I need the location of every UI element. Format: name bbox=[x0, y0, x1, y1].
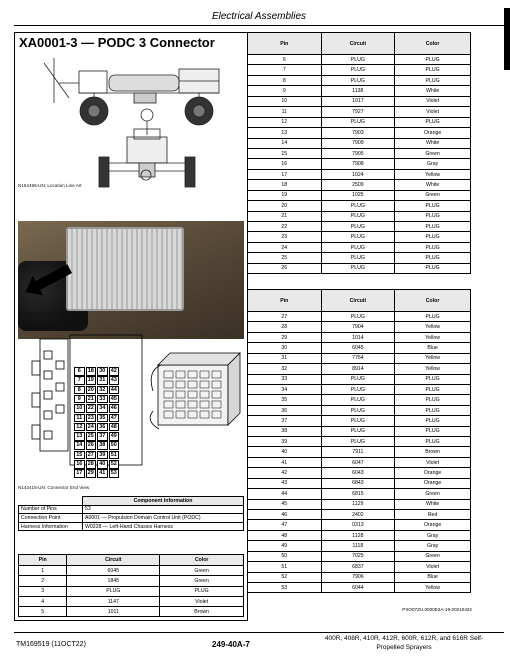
circuit-cell: PLUG bbox=[321, 312, 395, 322]
section-tab-marker bbox=[504, 8, 510, 70]
table-row bbox=[19, 586, 244, 596]
color-cell: Violet bbox=[160, 596, 244, 606]
circuit-cell: PLUG bbox=[321, 437, 395, 447]
circuit-cell: PLUG bbox=[321, 374, 395, 384]
column-header: Circuit bbox=[321, 290, 395, 312]
color-cell: Violet bbox=[395, 107, 471, 117]
circuit-cell: 6045 bbox=[321, 343, 395, 353]
connector-pin: 23 bbox=[86, 414, 97, 423]
table-row bbox=[248, 437, 471, 447]
circuit-cell: PLUG bbox=[321, 405, 395, 415]
info-label: Harness Information bbox=[19, 522, 83, 531]
pin-cell: 24 bbox=[248, 242, 322, 252]
endview-figure-caption: N142415-UN: Connector End View bbox=[18, 485, 90, 490]
pin-cell: 35 bbox=[248, 395, 322, 405]
pin-cell: 52 bbox=[248, 572, 322, 582]
color-cell: Orange bbox=[395, 128, 471, 138]
pin-cell: 20 bbox=[248, 201, 322, 211]
footer-divider bbox=[14, 632, 504, 633]
connector-pin: 29 bbox=[86, 469, 97, 478]
table-row bbox=[248, 343, 471, 353]
pin-cell: 49 bbox=[248, 541, 322, 551]
pin-table-6-26 bbox=[247, 32, 471, 274]
connector-pin: 49 bbox=[109, 432, 120, 441]
pin-cell: 3 bbox=[19, 586, 67, 596]
connector-pin: 53 bbox=[109, 469, 120, 478]
pin-cell: 48 bbox=[248, 530, 322, 540]
info-label: Number of Pins bbox=[19, 505, 83, 514]
pin-cell: 45 bbox=[248, 499, 322, 509]
pin-cell: 11 bbox=[248, 107, 322, 117]
circuit-cell: 7905 bbox=[321, 148, 395, 158]
column-header: Pin bbox=[248, 290, 322, 312]
table-row bbox=[248, 562, 471, 572]
connector-pin: 35 bbox=[97, 414, 108, 423]
pin-cell: 44 bbox=[248, 489, 322, 499]
circuit-cell: PLUG bbox=[321, 117, 395, 127]
location-figure-caption: N154496-UN: Location Line Art bbox=[18, 183, 82, 188]
pin-cell: 22 bbox=[248, 222, 322, 232]
circuit-cell: 6045 bbox=[67, 566, 160, 576]
circuit-cell: 1024 bbox=[321, 169, 395, 179]
circuit-cell: 6044 bbox=[321, 582, 395, 592]
connector-pin: 33 bbox=[97, 395, 108, 404]
color-cell: PLUG bbox=[395, 211, 471, 221]
color-cell: Blue bbox=[395, 343, 471, 353]
pin-cell: 9 bbox=[248, 86, 322, 96]
table-row bbox=[248, 201, 471, 211]
column-header: Pin bbox=[248, 33, 322, 55]
pin-cell: 25 bbox=[248, 253, 322, 263]
circuit-cell: PLUG bbox=[321, 416, 395, 426]
pin-cell: 8 bbox=[248, 75, 322, 85]
circuit-cell: PLUG bbox=[67, 586, 160, 596]
table-row bbox=[248, 65, 471, 75]
circuit-cell: 6837 bbox=[321, 562, 395, 572]
left-panel bbox=[14, 32, 248, 621]
column-header: Circuit bbox=[67, 555, 160, 566]
table-row bbox=[248, 148, 471, 158]
circuit-cell: 7025 bbox=[321, 551, 395, 561]
circuit-cell: PLUG bbox=[321, 253, 395, 263]
photo-figure-caption: N101163-UN: XA0001-3 bbox=[18, 311, 68, 316]
table-row bbox=[248, 374, 471, 384]
connector-pin: 8 bbox=[74, 386, 85, 395]
color-cell: Brown bbox=[395, 447, 471, 457]
connector-pin: 51 bbox=[109, 451, 120, 460]
pin-cell: 27 bbox=[248, 312, 322, 322]
footer-models-line2: Propelled Sprayers bbox=[376, 644, 432, 651]
circuit-cell: 1011 bbox=[67, 607, 160, 617]
table-row bbox=[248, 86, 471, 96]
table-row bbox=[248, 364, 471, 374]
connector-pin: 17 bbox=[74, 469, 85, 478]
color-cell: PLUG bbox=[395, 374, 471, 384]
pin-cell: 39 bbox=[248, 437, 322, 447]
circuit-cell: 7904 bbox=[321, 322, 395, 332]
circuit-cell: PLUG bbox=[321, 232, 395, 242]
connector-pin: 7 bbox=[74, 376, 85, 385]
connector-pin: 48 bbox=[109, 423, 120, 432]
table-row bbox=[248, 75, 471, 85]
circuit-cell: PLUG bbox=[321, 201, 395, 211]
color-cell: Violet bbox=[395, 96, 471, 106]
circuit-cell: PLUG bbox=[321, 263, 395, 273]
color-cell: Violet bbox=[395, 457, 471, 467]
color-cell: PLUG bbox=[395, 201, 471, 211]
color-cell: PLUG bbox=[395, 395, 471, 405]
pin-cell: 17 bbox=[248, 169, 322, 179]
table-row bbox=[248, 169, 471, 179]
connector-pin: 15 bbox=[74, 451, 85, 460]
pin-cell: 31 bbox=[248, 353, 322, 363]
table-row bbox=[248, 322, 471, 332]
color-cell: PLUG bbox=[395, 242, 471, 252]
table-row bbox=[19, 522, 244, 531]
circuit-cell: 6815 bbox=[321, 489, 395, 499]
circuit-cell: PLUG bbox=[321, 211, 395, 221]
color-cell: PLUG bbox=[395, 263, 471, 273]
connector-pin: 52 bbox=[109, 460, 120, 469]
circuit-cell: 6047 bbox=[321, 457, 395, 467]
connector-pin: 38 bbox=[97, 441, 108, 450]
color-cell: PLUG bbox=[395, 416, 471, 426]
table-row bbox=[248, 384, 471, 394]
circuit-cell: 1017 bbox=[321, 96, 395, 106]
connector-pin: 34 bbox=[97, 404, 108, 413]
circuit-cell: 6843 bbox=[321, 478, 395, 488]
circuit-cell: 1118 bbox=[321, 541, 395, 551]
color-cell: Orange bbox=[395, 478, 471, 488]
info-value: W0228 — Left-Hand Chassis Harness bbox=[83, 522, 244, 531]
color-cell: PLUG bbox=[395, 312, 471, 322]
pin-cell: 26 bbox=[248, 263, 322, 273]
circuit-cell: 1025 bbox=[321, 190, 395, 200]
table-row bbox=[248, 478, 471, 488]
pin-cell: 32 bbox=[248, 364, 322, 374]
circuit-cell: 7927 bbox=[321, 107, 395, 117]
connector-pin: 14 bbox=[74, 441, 85, 450]
pin-cell: 14 bbox=[248, 138, 322, 148]
pin-cell: 28 bbox=[248, 322, 322, 332]
color-cell: Green bbox=[160, 576, 244, 586]
connector-pin: 45 bbox=[109, 395, 120, 404]
connector-pin: 41 bbox=[97, 469, 108, 478]
column-header: Color bbox=[160, 555, 244, 566]
table-row bbox=[248, 489, 471, 499]
pin-cell: 6 bbox=[248, 55, 322, 65]
circuit-cell: PLUG bbox=[321, 55, 395, 65]
table-row bbox=[248, 312, 471, 322]
pin-cell: 40 bbox=[248, 447, 322, 457]
connector-pin: 21 bbox=[86, 395, 97, 404]
column-header: Color bbox=[395, 33, 471, 55]
table-row bbox=[248, 332, 471, 342]
pin-cell: 18 bbox=[248, 180, 322, 190]
connector-pin: 42 bbox=[109, 367, 120, 376]
connector-pin: 43 bbox=[109, 376, 120, 385]
component-information-table bbox=[18, 496, 244, 531]
color-cell: Gray bbox=[395, 541, 471, 551]
table-row bbox=[248, 530, 471, 540]
table-row bbox=[248, 159, 471, 169]
pin-cell: 13 bbox=[248, 128, 322, 138]
table-row bbox=[248, 416, 471, 426]
reference-id: PXO07ZU,0000E2A-19-20210422 bbox=[402, 607, 472, 612]
connector-pin: 26 bbox=[86, 441, 97, 450]
page-header: Electrical Assemblies bbox=[14, 8, 504, 26]
connector-pin: 20 bbox=[86, 386, 97, 395]
circuit-cell: PLUG bbox=[321, 242, 395, 252]
color-cell: PLUG bbox=[395, 437, 471, 447]
table-row bbox=[19, 566, 244, 576]
connector-pin: 16 bbox=[74, 460, 85, 469]
color-cell: Yellow bbox=[395, 169, 471, 179]
info-label: Connection Point bbox=[19, 514, 83, 523]
pin-cell: 2 bbox=[19, 576, 67, 586]
circuit-cell: PLUG bbox=[321, 426, 395, 436]
circuit-cell: 1128 bbox=[321, 530, 395, 540]
circuit-cell: 1129 bbox=[321, 499, 395, 509]
pin-table-1-5 bbox=[18, 554, 244, 617]
circuit-cell: 1147 bbox=[67, 596, 160, 606]
color-cell: PLUG bbox=[395, 426, 471, 436]
section-title: XA0001-3 — PODC 3 Connector bbox=[19, 35, 215, 50]
color-cell: PLUG bbox=[395, 75, 471, 85]
circuit-cell: 7909 bbox=[321, 138, 395, 148]
connector-pin: 30 bbox=[97, 367, 108, 376]
component-info-header: Component Information bbox=[83, 497, 244, 506]
footer-page-number: 249-40A-7 bbox=[212, 640, 250, 649]
connector-pin: 22 bbox=[86, 404, 97, 413]
color-cell: PLUG bbox=[395, 55, 471, 65]
connector-pin: 44 bbox=[109, 386, 120, 395]
table-row bbox=[248, 541, 471, 551]
connector-pin: 27 bbox=[86, 451, 97, 460]
color-cell: PLUG bbox=[395, 232, 471, 242]
footer-models-line1: 400R, 408R, 410R, 412R, 600R, 612R, and 616R Self- bbox=[324, 635, 484, 642]
pin-cell: 10 bbox=[248, 96, 322, 106]
color-cell: Gray bbox=[395, 159, 471, 169]
pin-cell: 30 bbox=[248, 343, 322, 353]
table-row bbox=[19, 607, 244, 617]
color-cell: Yellow bbox=[395, 322, 471, 332]
circuit-cell: PLUG bbox=[321, 222, 395, 232]
pin-cell: 46 bbox=[248, 510, 322, 520]
table-row bbox=[248, 468, 471, 478]
table-row bbox=[248, 426, 471, 436]
pin-cell: 37 bbox=[248, 416, 322, 426]
circuit-cell: 2402 bbox=[321, 510, 395, 520]
circuit-cell: PLUG bbox=[321, 384, 395, 394]
color-cell: PLUG bbox=[395, 405, 471, 415]
circuit-cell: 7754 bbox=[321, 353, 395, 363]
table-row bbox=[248, 447, 471, 457]
table-row bbox=[248, 520, 471, 530]
table-row bbox=[248, 457, 471, 467]
color-cell: Green bbox=[160, 566, 244, 576]
color-cell: Yellow bbox=[395, 364, 471, 374]
info-value: A0001 — Propulsion Domain Control Unit (PODC) bbox=[83, 514, 244, 523]
pin-cell: 50 bbox=[248, 551, 322, 561]
pin-cell: 1 bbox=[19, 566, 67, 576]
pin-cell: 36 bbox=[248, 405, 322, 415]
table-row bbox=[19, 596, 244, 606]
circuit-cell: 7908 bbox=[321, 159, 395, 169]
circuit-cell: 1138 bbox=[321, 86, 395, 96]
table-row bbox=[248, 128, 471, 138]
color-cell: Violet bbox=[395, 562, 471, 572]
color-cell: Brown bbox=[160, 607, 244, 617]
pin-cell: 21 bbox=[248, 211, 322, 221]
pin-cell: 51 bbox=[248, 562, 322, 572]
table-row bbox=[248, 582, 471, 592]
connector-pin: 36 bbox=[97, 423, 108, 432]
color-cell: White bbox=[395, 180, 471, 190]
connector-pin: 9 bbox=[74, 395, 85, 404]
color-cell: PLUG bbox=[395, 65, 471, 75]
circuit-cell: 0313 bbox=[321, 520, 395, 530]
column-header: Color bbox=[395, 290, 471, 312]
table-row bbox=[248, 138, 471, 148]
pin-cell: 29 bbox=[248, 332, 322, 342]
circuit-cell: PLUG bbox=[321, 395, 395, 405]
column-header: Pin bbox=[19, 555, 67, 566]
color-cell: Blue bbox=[395, 572, 471, 582]
table-row bbox=[248, 107, 471, 117]
pin-cell: 47 bbox=[248, 520, 322, 530]
table-row bbox=[248, 211, 471, 221]
connector-pin: 13 bbox=[74, 432, 85, 441]
pin-cell: 41 bbox=[248, 457, 322, 467]
color-cell: White bbox=[395, 138, 471, 148]
table-row bbox=[248, 180, 471, 190]
pin-cell: 16 bbox=[248, 159, 322, 169]
pin-cell: 34 bbox=[248, 384, 322, 394]
table-row bbox=[248, 499, 471, 509]
connector-end-view-drawing bbox=[18, 321, 244, 481]
pin-cell: 5 bbox=[19, 607, 67, 617]
circuit-cell: 1845 bbox=[67, 576, 160, 586]
connector-pin: 47 bbox=[109, 414, 120, 423]
table-row bbox=[248, 353, 471, 363]
table-row bbox=[19, 514, 244, 523]
color-cell: Yellow bbox=[395, 582, 471, 592]
color-cell: Green bbox=[395, 489, 471, 499]
connector-pin: 37 bbox=[97, 432, 108, 441]
pin-cell: 12 bbox=[248, 117, 322, 127]
pin-cell: 33 bbox=[248, 374, 322, 384]
pin-table-27-53 bbox=[247, 289, 471, 593]
table-row bbox=[248, 222, 471, 232]
connector-pin: 46 bbox=[109, 404, 120, 413]
connector-pin: 40 bbox=[97, 460, 108, 469]
table-row bbox=[248, 190, 471, 200]
color-cell: White bbox=[395, 86, 471, 96]
pin-cell: 4 bbox=[19, 596, 67, 606]
connector-pin: 25 bbox=[86, 432, 97, 441]
connector-pin: 50 bbox=[109, 441, 120, 450]
color-cell: PLUG bbox=[395, 253, 471, 263]
table-row bbox=[19, 576, 244, 586]
pin-cell: 38 bbox=[248, 426, 322, 436]
color-cell: Green bbox=[395, 190, 471, 200]
footer-models bbox=[306, 634, 502, 652]
color-cell: PLUG bbox=[160, 586, 244, 596]
circuit-cell: PLUG bbox=[321, 75, 395, 85]
pin-cell: 23 bbox=[248, 232, 322, 242]
color-cell: Gray bbox=[395, 530, 471, 540]
connector-pin: 39 bbox=[97, 451, 108, 460]
color-cell: Green bbox=[395, 551, 471, 561]
table-row bbox=[248, 96, 471, 106]
color-cell: PLUG bbox=[395, 384, 471, 394]
color-cell: Green bbox=[395, 148, 471, 158]
connector-pin: 11 bbox=[74, 414, 85, 423]
connector-pin: 19 bbox=[86, 376, 97, 385]
pin-cell: 53 bbox=[248, 582, 322, 592]
color-cell: PLUG bbox=[395, 117, 471, 127]
circuit-cell: 8914 bbox=[321, 364, 395, 374]
info-value: 53 bbox=[83, 505, 244, 514]
table-row bbox=[248, 551, 471, 561]
color-cell: Red bbox=[395, 510, 471, 520]
table-row bbox=[248, 405, 471, 415]
color-cell: Orange bbox=[395, 520, 471, 530]
color-cell: Yellow bbox=[395, 353, 471, 363]
color-cell: Yellow bbox=[395, 332, 471, 342]
control-unit-image bbox=[66, 227, 184, 311]
footer-doc-id: TM169519 (11OCT22) bbox=[16, 641, 86, 648]
circuit-cell: 7903 bbox=[321, 128, 395, 138]
color-cell: White bbox=[395, 499, 471, 509]
circuit-cell: 7906 bbox=[321, 572, 395, 582]
connector-pin: 28 bbox=[86, 460, 97, 469]
color-cell: Orange bbox=[395, 468, 471, 478]
circuit-cell: 6043 bbox=[321, 468, 395, 478]
table-row bbox=[248, 572, 471, 582]
table-row bbox=[248, 395, 471, 405]
table-row bbox=[248, 510, 471, 520]
table-row bbox=[248, 232, 471, 242]
table-row bbox=[248, 117, 471, 127]
pin-cell: 15 bbox=[248, 148, 322, 158]
circuit-cell: 2509 bbox=[321, 180, 395, 190]
circuit-cell: 7911 bbox=[321, 447, 395, 457]
table-row bbox=[248, 242, 471, 252]
circuit-cell: 1014 bbox=[321, 332, 395, 342]
pin-cell: 43 bbox=[248, 478, 322, 488]
connector-pin: 32 bbox=[97, 386, 108, 395]
circuit-cell: PLUG bbox=[321, 65, 395, 75]
column-header: Circuit bbox=[321, 33, 395, 55]
connector-pin: 10 bbox=[74, 404, 85, 413]
connector-pin: 12 bbox=[74, 423, 85, 432]
table-row bbox=[248, 253, 471, 263]
table-row bbox=[248, 263, 471, 273]
connector-pin: 6 bbox=[74, 367, 85, 376]
table-row bbox=[248, 55, 471, 65]
pin-cell: 19 bbox=[248, 190, 322, 200]
connector-pin: 24 bbox=[86, 423, 97, 432]
connector-pin: 18 bbox=[86, 367, 97, 376]
connector-pin: 31 bbox=[97, 376, 108, 385]
pin-cell: 7 bbox=[248, 65, 322, 75]
table-row bbox=[19, 505, 244, 514]
color-cell: PLUG bbox=[395, 222, 471, 232]
pin-cell: 42 bbox=[248, 468, 322, 478]
